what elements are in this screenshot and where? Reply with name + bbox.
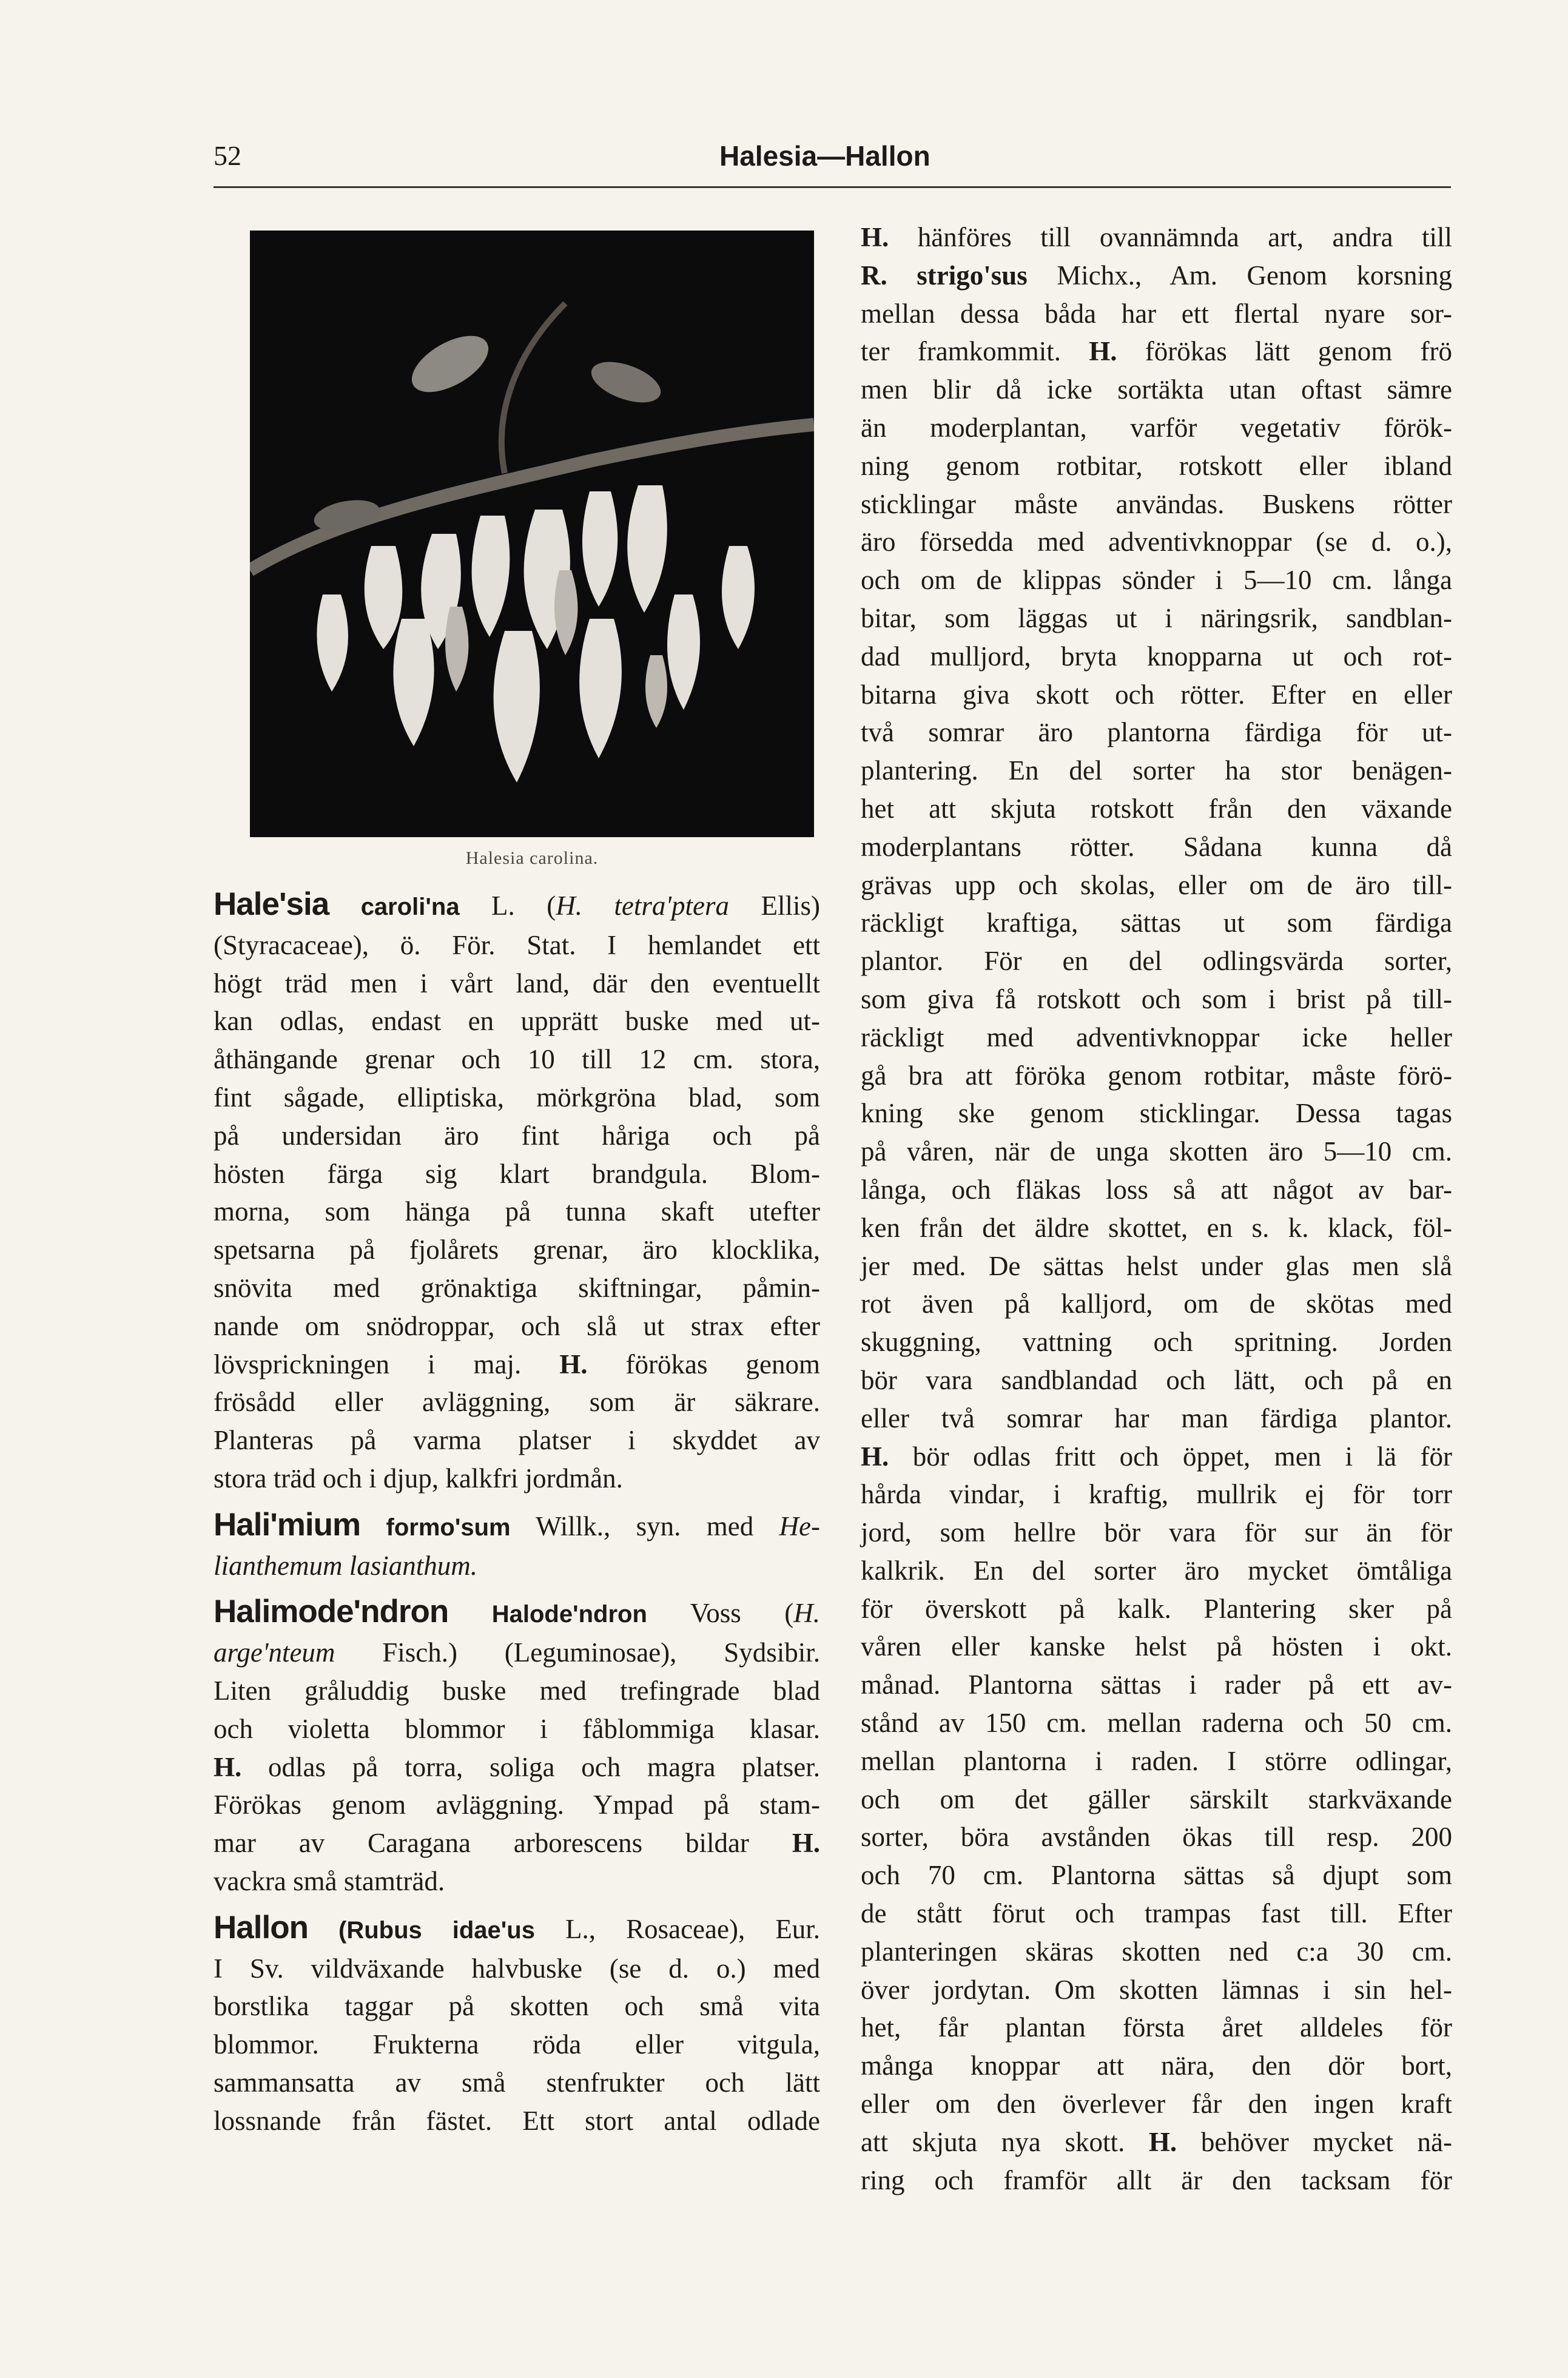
text-line: hårda vindar, i kraftig, mullrik ej för torr bbox=[861, 1479, 1452, 1510]
text-line: två somrar äro plantorna färdiga för ut- bbox=[861, 717, 1452, 748]
text-line: nande om snödroppar, och slå ut strax efter bbox=[214, 1310, 820, 1341]
entry-halimium: Hali'mium formo'sum Willk., syn. med He- lianthemum lasianthum. bbox=[214, 1506, 821, 1581]
text-line: de stått förut och trampas fast till. Efter bbox=[861, 1898, 1452, 1929]
text-line: högt träd men i vårt land, där den eventuellt bbox=[214, 968, 820, 999]
text-line: borstlika taggar på skotten och små vita bbox=[214, 1991, 820, 2022]
text-line: bitar, som läggas ut i näringsrik, sandblan- bbox=[861, 602, 1452, 633]
text-line: stånd av 150 cm. mellan raderna och 50 cm. bbox=[861, 1708, 1452, 1739]
text-line: räckligt kraftiga, sättas ut som färdiga bbox=[861, 908, 1452, 938]
entry-halimodendron: Halimode'ndron Halode'ndron Voss (H. arge'nteum Fisch.) (Leguminosae), Sydsibir. Liten gråluddig buske med trefingrade blad och violetta blommor i fåblommiga klasar. H. odlas på torra, soliga och magra platser. Förökas genom avläggning. Ympad på stam- mar av Caragana arborescens bildar H. vackra små stamträd. bbox=[214, 1594, 820, 1896]
headword-hallon: Hallon bbox=[214, 1909, 308, 1945]
text-line: fint sågade, elliptiska, mörkgröna blad, som bbox=[214, 1082, 820, 1113]
text-line: eller om den överlever får den ingen kraft bbox=[861, 2089, 1452, 2120]
text-line: på undersidan äro fint håriga och på bbox=[214, 1120, 820, 1151]
flower-photo-drawing bbox=[250, 231, 814, 837]
text-line: grävas upp och skolas, eller om de äro till- bbox=[861, 869, 1452, 900]
text-line: ken från det äldre skottet, en s. k. klack, föl- bbox=[861, 1212, 1452, 1243]
text-line: stora träd och i djup, kalkfri jordmån. bbox=[214, 1463, 623, 1494]
text-line: många knoppar att nära, den dör bort, bbox=[861, 2050, 1452, 2081]
text-line: planteringen skäras skotten ned c:a 30 cm. bbox=[861, 1936, 1452, 1967]
text-line: skuggning, vattning och spritning. Jorden bbox=[861, 1327, 1452, 1358]
text-line: morna, som hänga på tunna skaft utefter bbox=[214, 1196, 820, 1227]
text-line: bör vara sandblandad och lätt, och på en bbox=[861, 1364, 1452, 1395]
text-line: sorter, böra avstånden ökas till resp. 200 bbox=[861, 1822, 1452, 1853]
text-line: rot även på kalljord, om de skötas med bbox=[861, 1288, 1452, 1319]
text-line: bitarna giva skott och rötter. Efter en eller bbox=[861, 679, 1452, 710]
text-line: och om det gäller särskilt starkväxande bbox=[861, 1784, 1452, 1814]
right-column: H. hänföres till ovannämnda art, andra till R. strigo'sus Michx., Am. Genom korsning mellan dessa båda har ett flertal nyare sor- ter framkommit. H. förökas lätt genom frö men blir då icke sortäkta utan oftast sämre än moderplantan, varför vegetativ förök- ning genom rotbitar, rotskott eller ibland sticklingar måste användas. Buskens rötter äro försedda med adventivknoppar (se d. o.), och om de klippas sönder i 5—10 cm. långa bitar, som läggas ut i näringsrik, sandblan- dad mulljord, bryta knopparna ut och rot- bitarna giva skott och rötter. Efter en eller två somrar äro plantorna färdiga för ut- plantering. En del sorter ha stor benägen- het att skjuta rotskott från den växande moderplantans rötter. Sådana kunna då grävas upp och skolas, eller om de äro till- räckligt kraftiga, sättas ut som färdiga plantor. För en del odlingsvärda sorter, som giva få rotskott och som i brist på till- räckligt med adventivknoppar icke heller gå bra att föröka genom rotbitar, måste förö- kning ske genom sticklingar. Dessa tagas på våren, när de unga skotten äro 5—10 cm. långa, och fläkas loss så att något av bar- ken från det äldre skottet, en s. k. klack, föl- jer med. De sättas helst under glas men slå rot även på kalljord, om de skötas med skuggning, vattning och spritning. Jorden bör vara sandblandad och lätt, och på en eller två somrar har man färdiga plantor. H. bör odlas fritt och öppet, men i lä för hårda vindar, i kraftig, mullrik ej för torr jord, som hellre bör vara för sur än för kalkrik. En del sorter äro mycket ömtåliga för överskott på kalk. Plantering sker på våren eller kanske helst på hösten i okt. månad. Plantorna sättas i rader på ett av- stånd av 150 cm. mellan raderna och 50 cm. mellan plantorna i raden. I större odlingar, och om det gäller särskilt starkväxande sorter, böra avstånden ökas till resp. 200 och 70 cm. Plantorna sättas så djupt som de stått förut och trampas fast till. Efter planteringen skäras skotten ned c:a 30 cm. över jordytan. Om skotten lämnas i sin hel- het, får plantan första året alldeles för många knoppar att nära, den dör bort, eller om den överlever får den ingen kraft att skjuta nya skott. H. behöver mycket nä- ring och framför allt är den tacksam för bbox=[861, 222, 1452, 2195]
text-line: het att skjuta rotskott från den växande bbox=[861, 793, 1452, 824]
text-line: och 70 cm. Plantorna sättas så djupt som bbox=[861, 1860, 1452, 1891]
text-line: mellan plantorna i raden. I större odlingar, bbox=[861, 1745, 1452, 1776]
headword-halimium: Hali'mium bbox=[214, 1506, 361, 1543]
text-line: I Sv. vildväxande halvbuske (se d. o.) med bbox=[214, 1953, 820, 1984]
text-line: sticklingar måste användas. Buskens rötter bbox=[861, 488, 1452, 519]
halesia-photograph bbox=[250, 231, 814, 837]
text-line: hösten färga sig klart brandgula. Blom- bbox=[214, 1158, 820, 1189]
header-rule bbox=[214, 186, 1451, 188]
text-line: snövita med grönaktiga skiftningar, påmin- bbox=[214, 1272, 820, 1303]
text-line: Planteras på varma platser i skyddet av bbox=[214, 1425, 820, 1456]
text-line: jord, som hellre bör vara för sur än för bbox=[861, 1517, 1452, 1548]
text-line: kning ske genom sticklingar. Dessa tagas bbox=[861, 1098, 1452, 1129]
text-line: sammansatta av små stenfrukter och lätt bbox=[214, 2067, 820, 2098]
text-line: kan odlas, endast en upprätt buske med ut- bbox=[214, 1006, 820, 1037]
text-line: ning genom rotbitar, rotskott eller ibland bbox=[861, 450, 1452, 481]
entry-hallon: Hallon (Rubus idae'us L., Rosaceae), Eur. I Sv. vildväxande halvbuske (se d. o.) med borstlika taggar på skotten och små vita blommor. Frukterna röda eller vitgula, sammansatta av små stenfrukter och lätt lossnande från fästet. Ett stort antal odlade bbox=[214, 1909, 820, 2140]
text-line: månad. Plantorna sättas i rader på ett av- bbox=[861, 1669, 1452, 1700]
text-line: för överskott på kalk. Plantering sker på bbox=[861, 1593, 1452, 1624]
text-line: på våren, när de unga skotten äro 5—10 cm. bbox=[861, 1136, 1452, 1167]
left-column bbox=[214, 886, 820, 2140]
text-line: långa, och fläkas loss så att något av bar- bbox=[861, 1174, 1452, 1205]
text-line: som giva få rotskott och som i brist på till- bbox=[861, 983, 1452, 1014]
entry-halesia: Hale'sia caroli'na L. (H. tetra'ptera Ellis) (Styracaceae), ö. För. Stat. I hemlandet ett högt träd men i vårt land, där den eventuellt kan odlas, endast en upprätt buske med ut- åthängande grenar och 10 till 12 cm. stora, fint sågade, elliptiska, mörkgröna blad, som på undersidan äro fint håriga och på hösten färga sig klart brandgula. Blom- morna, som hänga på tunna skaft utefter spetsarna på fjolårets grenar, äro klocklika, snövita med grönaktiga skiftningar, påmin- nande om snödroppar, och slå ut strax efter lövsprickningen i maj. H. förökas genom frösådd eller avläggning, som är säkrare. Planteras på varma platser i skyddet av stora träd och i djup, kalkfri jordmån. bbox=[214, 886, 820, 1498]
text-line: het, får plantan första året alldeles för bbox=[861, 2012, 1452, 2043]
text-line: frösådd eller avläggning, som är säkrare. bbox=[214, 1387, 820, 1418]
text-line: jer med. De sättas helst under glas men slå bbox=[861, 1250, 1452, 1281]
text-line: moderplantans rötter. Sådana kunna då bbox=[861, 831, 1452, 862]
text-line: våren eller kanske helst på hösten i okt. bbox=[861, 1631, 1452, 1662]
text-line: (Styracaceae), ö. För. Stat. I hemlandet ett bbox=[214, 929, 820, 960]
text-line: plantor. För en del odlingsvärda sorter, bbox=[861, 946, 1452, 977]
text-line: kalkrik. En del sorter äro mycket ömtåliga bbox=[861, 1555, 1452, 1586]
headword-halimodendron: Halimode'ndron bbox=[214, 1594, 449, 1630]
text-line: lossnande från fästet. Ett stort antal odlade bbox=[214, 2105, 820, 2136]
text-line: blommor. Frukterna röda eller vitgula, bbox=[214, 2029, 820, 2060]
text-line: spetsarna på fjolårets grenar, äro klocklika, bbox=[214, 1234, 820, 1265]
text-line: än moderplantan, varför vegetativ förök- bbox=[861, 412, 1452, 443]
text-line: över jordytan. Om skotten lämnas i sin hel- bbox=[861, 1974, 1452, 2005]
text-line: dad mulljord, bryta knopparna ut och rot- bbox=[861, 641, 1452, 672]
text-line: plantering. En del sorter ha stor benägen- bbox=[861, 755, 1452, 786]
headword-halesia: Hale'sia bbox=[214, 886, 329, 922]
text-line: räckligt med adventivknoppar icke heller bbox=[861, 1022, 1452, 1053]
running-head: Halesia—Hallon bbox=[719, 140, 930, 172]
figure-caption: Halesia carolina. bbox=[465, 848, 599, 868]
text-line: äro försedda med adventivknoppar (se d. o.), bbox=[861, 527, 1452, 557]
page-number: 52 bbox=[214, 140, 241, 171]
text-line: och om de klippas sönder i 5—10 cm. långa bbox=[861, 565, 1452, 596]
text-line: eller två somrar har man färdiga plantor. bbox=[861, 1403, 1452, 1433]
text-line: gå bra att föröka genom rotbitar, måste förö- bbox=[861, 1060, 1452, 1091]
text-line: åthängande grenar och 10 till 12 cm. stora, bbox=[214, 1044, 820, 1075]
text-line: men blir då icke sortäkta utan oftast sämre bbox=[861, 374, 1452, 405]
